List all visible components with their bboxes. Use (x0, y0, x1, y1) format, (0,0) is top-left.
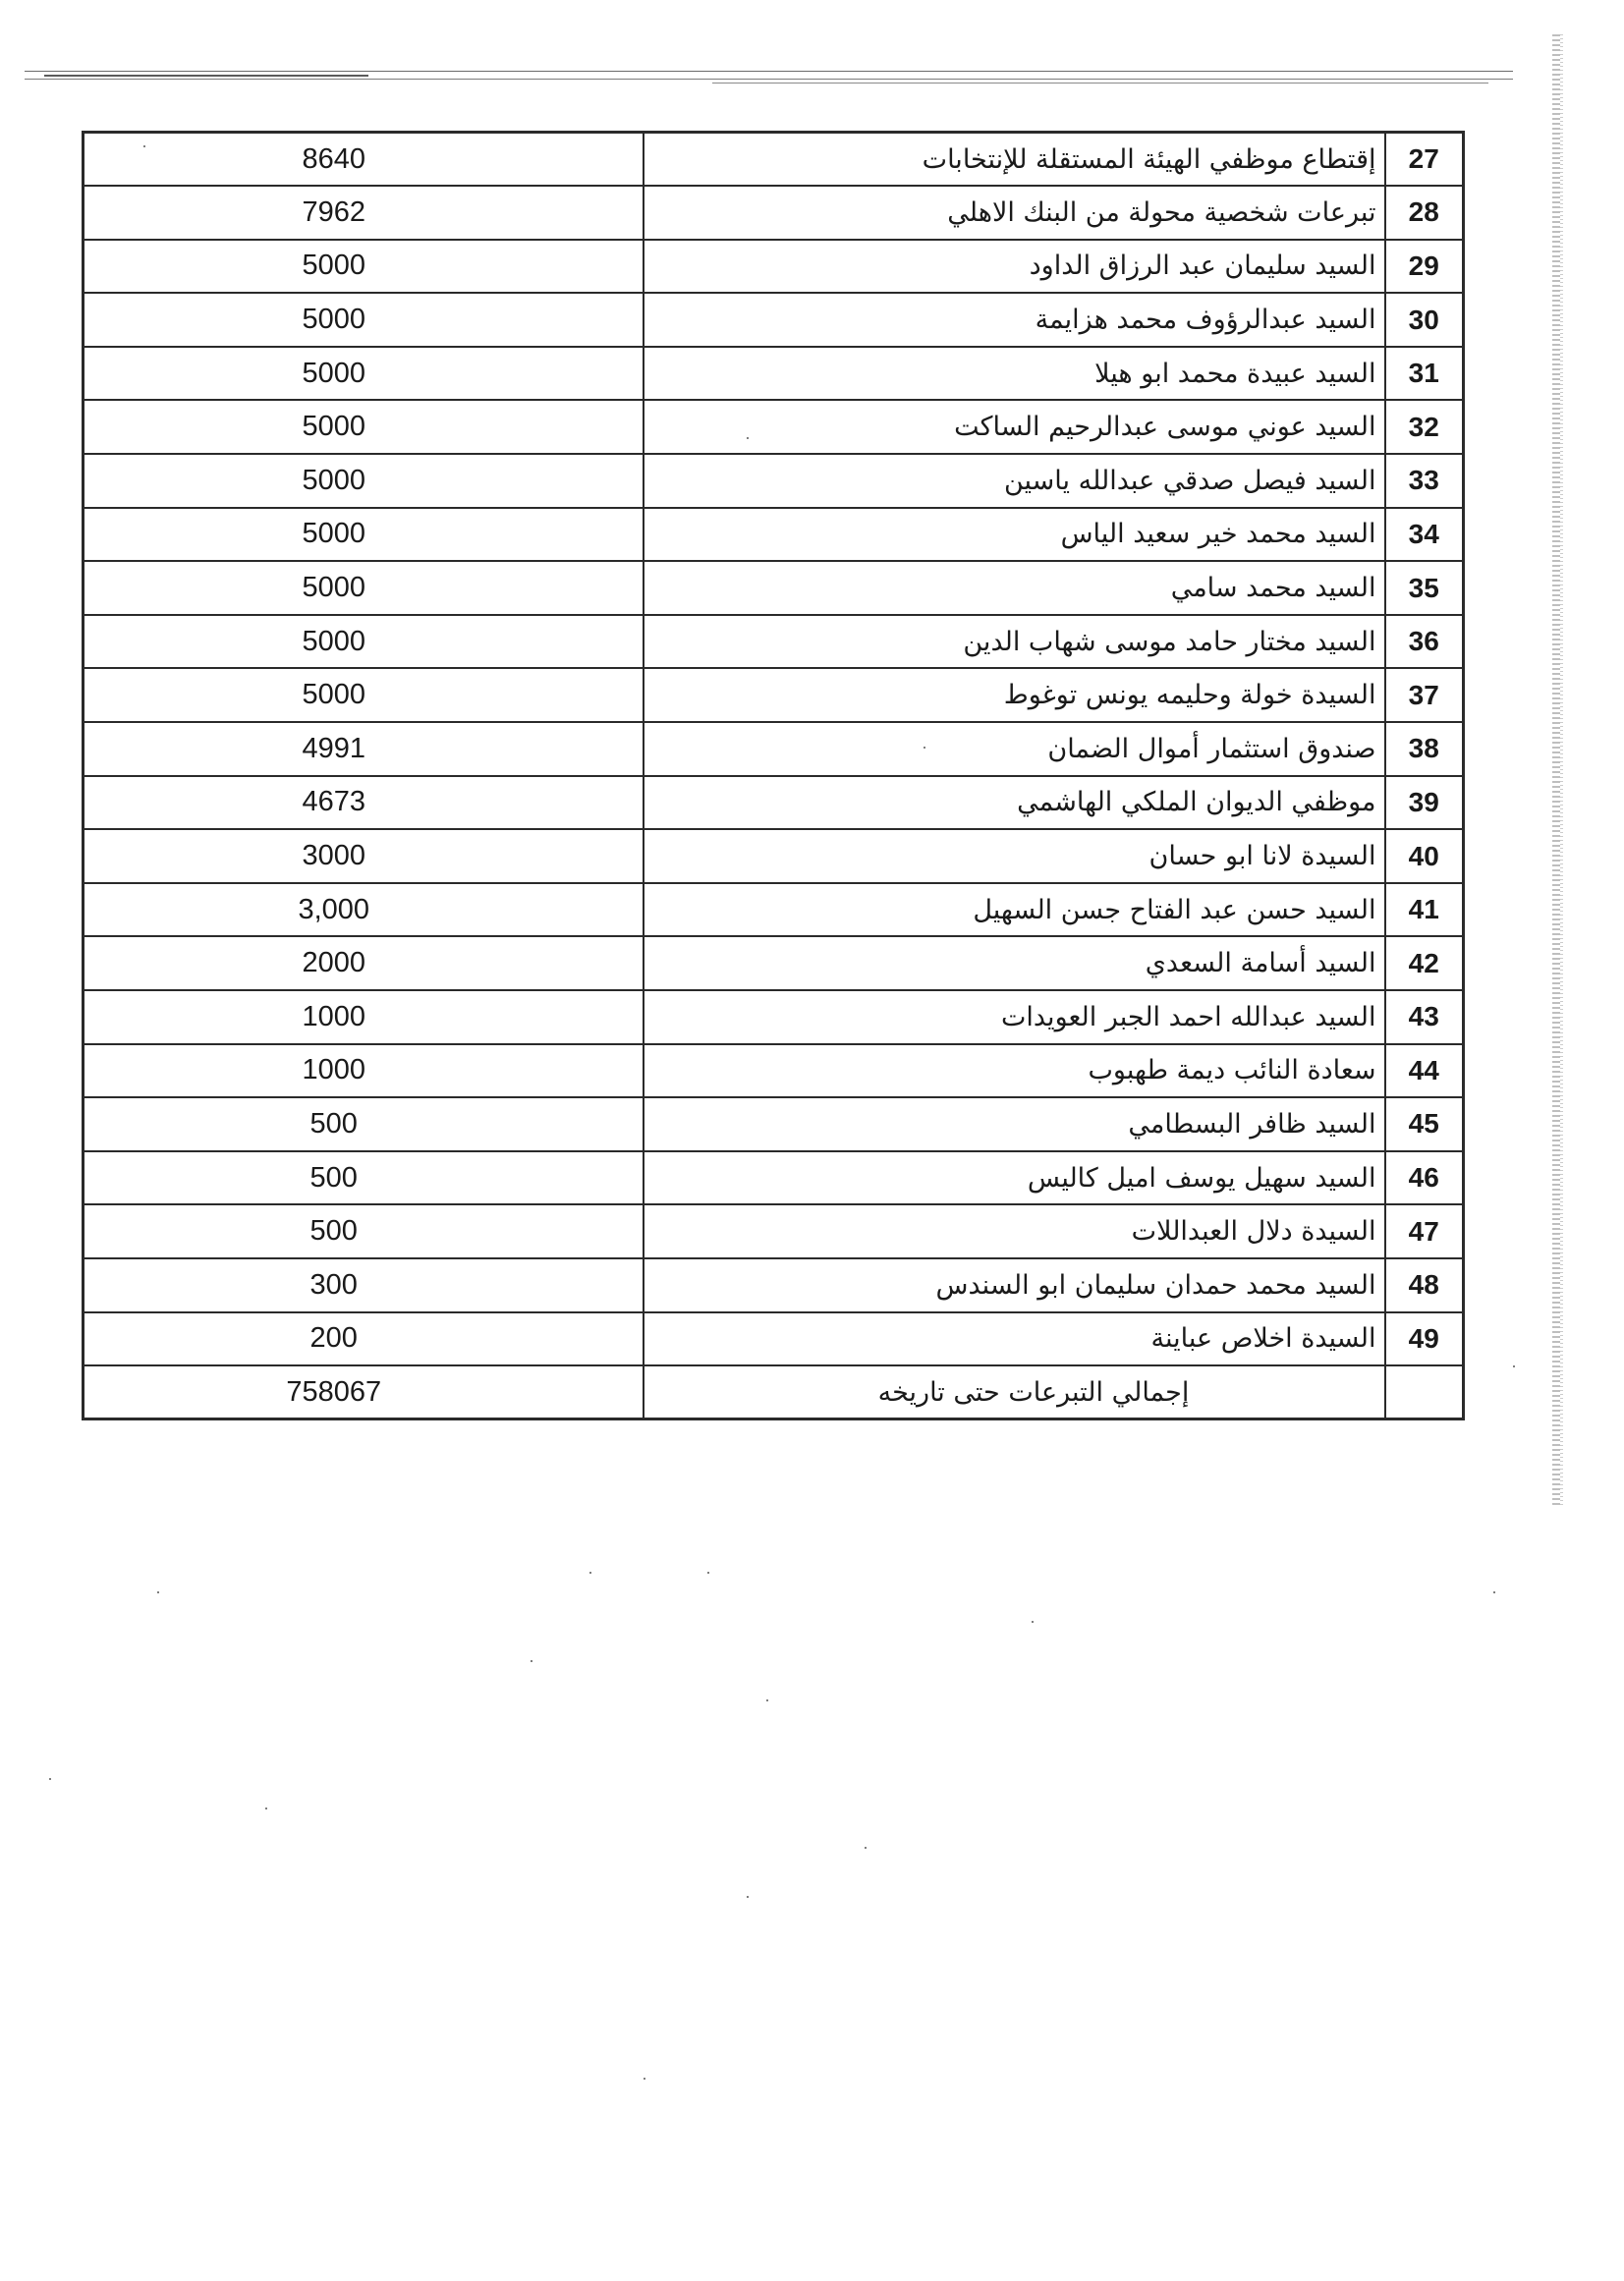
donation-amount: 5000 (84, 240, 644, 294)
donor-name: صندوق استثمار أموال الضمان (644, 722, 1385, 776)
table-row (84, 776, 1464, 830)
donation-amount: 200 (84, 1312, 644, 1366)
donation-amount: 1000 (84, 990, 644, 1044)
donation-amount: 5000 (84, 561, 644, 615)
row-number: 28 (1385, 186, 1464, 240)
table-row (84, 1204, 1464, 1258)
donation-amount: 5000 (84, 400, 644, 454)
donation-amount: 4991 (84, 722, 644, 776)
donation-amount: 5000 (84, 508, 644, 562)
row-number: 45 (1385, 1097, 1464, 1151)
donation-amount: 5000 (84, 668, 644, 722)
donor-name: السيد عبدالله احمد الجبر العويدات (644, 990, 1385, 1044)
table-row (84, 1097, 1464, 1151)
row-number: 47 (1385, 1204, 1464, 1258)
table-row (84, 883, 1464, 937)
row-number: 39 (1385, 776, 1464, 830)
donor-name: السيد مختار حامد موسى شهاب الدين (644, 615, 1385, 669)
row-number: 36 (1385, 615, 1464, 669)
donor-name: السيد عبدالرؤوف محمد هزايمة (644, 293, 1385, 347)
donor-name: السيدة دلال العبداللات (644, 1204, 1385, 1258)
donor-name: السيد أسامة السعدي (644, 936, 1385, 990)
donation-amount: 500 (84, 1097, 644, 1151)
donor-name: السيد سهيل يوسف اميل كاليس (644, 1151, 1385, 1205)
donation-amount: 1000 (84, 1044, 644, 1098)
row-number: 49 (1385, 1312, 1464, 1366)
donor-name: السيد ظافر البسطامي (644, 1097, 1385, 1151)
row-number: 34 (1385, 508, 1464, 562)
table-row (84, 347, 1464, 401)
donor-name: إقتطاع موظفي الهيئة المستقلة للإنتخابات (644, 133, 1385, 187)
table-row (84, 133, 1464, 187)
donation-amount: 5000 (84, 293, 644, 347)
donation-amount: 500 (84, 1151, 644, 1205)
row-number: 30 (1385, 293, 1464, 347)
row-number: 46 (1385, 1151, 1464, 1205)
donor-name: موظفي الديوان الملكي الهاشمي (644, 776, 1385, 830)
total-row-number-empty (1385, 1365, 1464, 1419)
row-number: 37 (1385, 668, 1464, 722)
table-row (84, 293, 1464, 347)
row-number: 48 (1385, 1258, 1464, 1312)
row-number: 33 (1385, 454, 1464, 508)
table-row (84, 668, 1464, 722)
donations-table-body (84, 133, 1464, 1419)
table-row (84, 240, 1464, 294)
donation-amount: 8640 (84, 133, 644, 187)
row-number: 44 (1385, 1044, 1464, 1098)
total-row (84, 1365, 1464, 1419)
total-amount: 758067 (84, 1365, 644, 1419)
scan-edge-noise (1552, 34, 1560, 1508)
donation-amount: 5000 (84, 347, 644, 401)
table-row (84, 186, 1464, 240)
scan-edge-noise-inner (1560, 34, 1563, 1508)
table-row (84, 400, 1464, 454)
row-number: 27 (1385, 133, 1464, 187)
table-row (84, 561, 1464, 615)
donor-name: سعادة النائب ديمة طهبوب (644, 1044, 1385, 1098)
table-row (84, 454, 1464, 508)
donation-amount: 5000 (84, 454, 644, 508)
total-label: إجمالي التبرعات حتى تاريخه (644, 1365, 1385, 1419)
donations-table (82, 131, 1465, 1420)
table-row (84, 508, 1464, 562)
donation-amount: 500 (84, 1204, 644, 1258)
donor-name: السيدة اخلاص عباينة (644, 1312, 1385, 1366)
donor-name: السيد محمد خير سعيد الياس (644, 508, 1385, 562)
row-number: 42 (1385, 936, 1464, 990)
donation-amount: 4673 (84, 776, 644, 830)
row-number: 38 (1385, 722, 1464, 776)
row-number: 32 (1385, 400, 1464, 454)
donation-amount: 300 (84, 1258, 644, 1312)
donor-name: السيد حسن عبد الفتاح جسن السهيل (644, 883, 1385, 937)
donation-amount: 3,000 (84, 883, 644, 937)
table-row (84, 1258, 1464, 1312)
row-number: 43 (1385, 990, 1464, 1044)
table-row (84, 936, 1464, 990)
donation-amount: 5000 (84, 615, 644, 669)
donor-name: السيد سليمان عبد الرزاق الداود (644, 240, 1385, 294)
table-row (84, 1312, 1464, 1366)
row-number: 35 (1385, 561, 1464, 615)
table-row (84, 1044, 1464, 1098)
donation-amount: 3000 (84, 829, 644, 883)
table-row (84, 615, 1464, 669)
donor-name: تبرعات شخصية محولة من البنك الاهلي (644, 186, 1385, 240)
scanned-header-rule (25, 69, 1513, 98)
donor-name: السيد عبيدة محمد ابو هيلا (644, 347, 1385, 401)
donor-name: السيدة خولة وحليمه يونس توغوط (644, 668, 1385, 722)
donation-amount: 7962 (84, 186, 644, 240)
donation-amount: 2000 (84, 936, 644, 990)
donor-name: السيد عوني موسى عبدالرحيم الساكت (644, 400, 1385, 454)
row-number: 40 (1385, 829, 1464, 883)
table-row (84, 1151, 1464, 1205)
table-row (84, 829, 1464, 883)
donor-name: السيد محمد سامي (644, 561, 1385, 615)
row-number: 29 (1385, 240, 1464, 294)
donor-name: السيدة لانا ابو حسان (644, 829, 1385, 883)
table-row (84, 722, 1464, 776)
table-row (84, 990, 1464, 1044)
row-number: 31 (1385, 347, 1464, 401)
row-number: 41 (1385, 883, 1464, 937)
donor-name: السيد محمد حمدان سليمان ابو السندس (644, 1258, 1385, 1312)
donor-name: السيد فيصل صدقي عبدالله ياسين (644, 454, 1385, 508)
